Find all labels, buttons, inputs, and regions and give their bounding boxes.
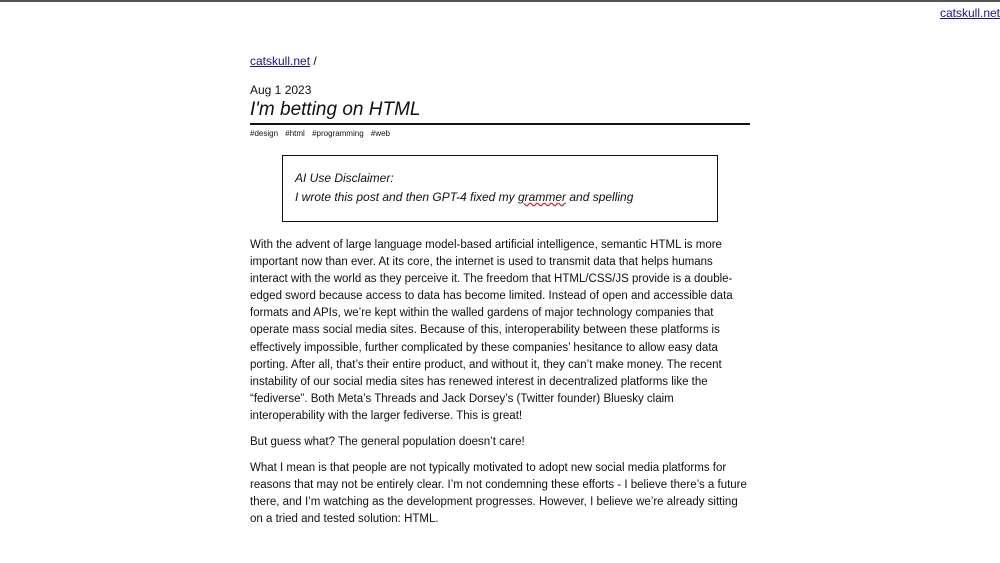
tag-programming[interactable]: #programming xyxy=(312,129,364,138)
ai-disclaimer-box xyxy=(282,155,718,222)
disclaimer-text-end: and spelling xyxy=(566,190,634,204)
breadcrumb xyxy=(250,54,750,68)
tag-list xyxy=(250,129,750,138)
site-home-link[interactable]: catskull.net xyxy=(939,6,1000,20)
tag-design[interactable]: #design xyxy=(250,129,279,138)
body-paragraph-1: With the advent of large language model-based artificial intelligence, semantic HTML is more important now than ever. At its core, the internet is used to transmit data that helps humans interact with the world as they perceive it. The freedom that HTML/CSS/JS provide is a double-edged sword because access to data has become limited. Instead of open and accessible data formats and APIs, we’re kept within the walled gardens of major technology companies that operate mass social media sites. Because of this, interoperability between these platforms is effectively impossible, further complicated by these companies’ hesitance to allow easy data porting. After all, that’s their entire product, and without it, they can’t make money. The recent instability of our social media sites has renewed interest in decentralized platforms like the “fediverse”. Both Meta’s Threads and Jack Dorsey’s (Twitter founder) Bluesky claim interoperability with the larger fediverse. This is great! xyxy=(250,239,733,422)
disclaimer-heading: AI Use Disclaimer: xyxy=(295,171,394,185)
post-date: Aug 1 2023 xyxy=(250,83,312,97)
post-title: I'm betting on HTML xyxy=(250,99,750,125)
post-container xyxy=(250,54,750,529)
disclaimer-text-start: I wrote this post and then GPT-4 fixed my xyxy=(295,190,518,204)
body-paragraph-3: What I mean is that people are not typically motivated to adopt new social media platforms for reasons that may not be entirely clear. I’m not condemning these efforts - I believe there’s a future there, and I’m watching as the development progresses. However, I believe we’re already sitting on a tried and tested solution: HTML. xyxy=(250,462,747,526)
tag-html[interactable]: #html xyxy=(285,129,305,138)
breadcrumb-home-link[interactable]: catskull.net xyxy=(250,54,311,68)
disclaimer-text xyxy=(295,188,705,207)
body-paragraph-2: But guess what? The general population doesn’t care! xyxy=(250,436,525,449)
breadcrumb-separator: / xyxy=(310,54,317,68)
tag-web[interactable]: #web xyxy=(370,129,390,138)
misspelled-word[interactable]: grammer xyxy=(518,190,567,204)
